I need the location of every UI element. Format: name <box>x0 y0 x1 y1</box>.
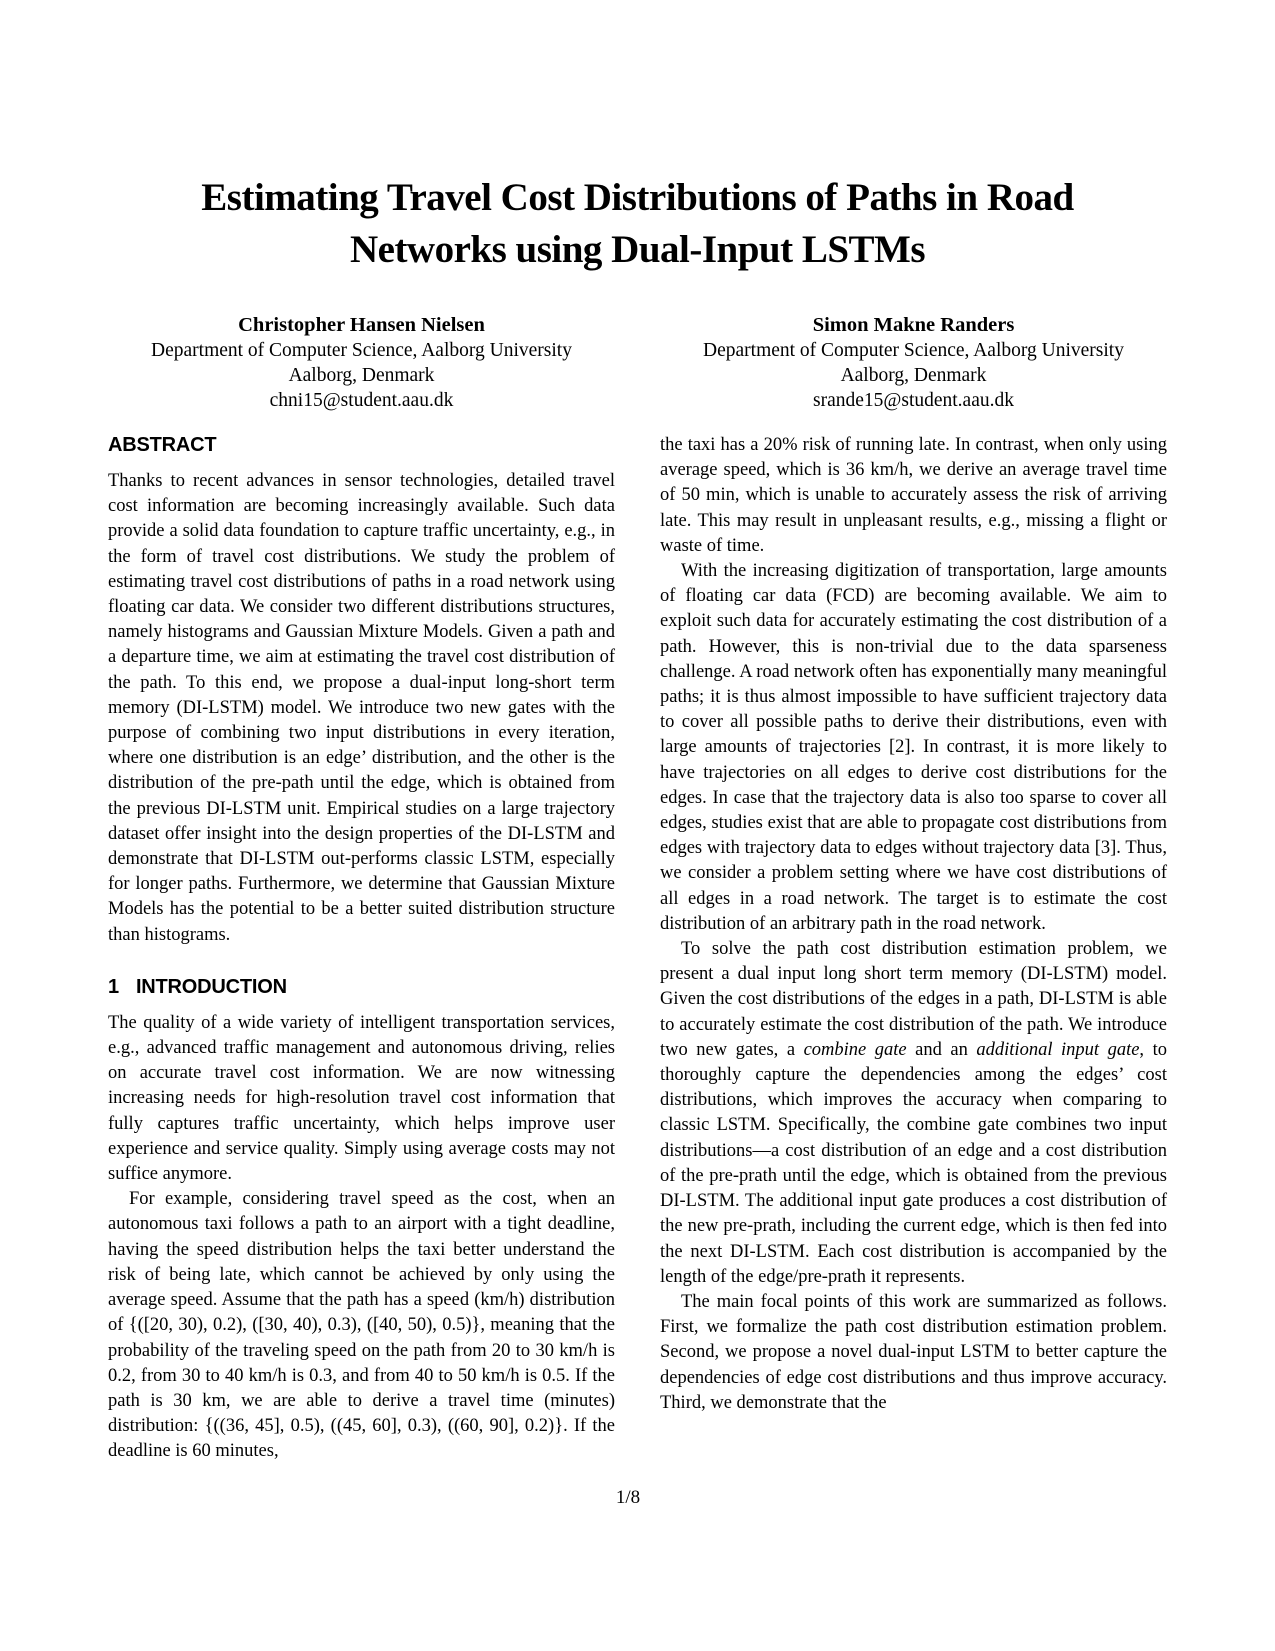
paper-title-line-1: Estimating Travel Cost Distributions of Paths in Road <box>201 176 1074 219</box>
author-email: chni15@student.aau.dk <box>269 390 454 411</box>
paragraph: Thanks to recent advances in sensor technologies, detailed travel cost information are becoming increasingly available. Such data provide a solid data foundation to capture traffic uncertainty, e.g., in the form of travel cost distributions. We study the problem of estimating travel cost distributions of paths in a road network using floating car data. We consider two different distributions structures, namely histograms and Gaussian Mixture Models. Given a path and a departure time, we aim at estimating the travel cost distribution of the path. To this end, we propose a dual-input long-short term memory (DI-LSTM) model. We introduce two new gates with the purpose of combining two input distributions in every iteration, where one distribution is an edge’ distribution, and the other is the distribution of the pre-path until the edge, which is obtained from the previous DI-LSTM unit. Empirical studies on a large trajectory dataset offer insight into the design properties of the DI-LSTM and demonstrate that DI-LSTM out-performs classic LSTM, especially for longer paths. Furthermore, we determine that Gaussian Mixture Models has the potential to be a better suited distribution structure than histograms. <box>108 471 615 945</box>
author-email: srande15@student.aau.dk <box>813 390 1014 411</box>
section-title: ABSTRACT <box>108 434 217 456</box>
author-name: Christopher Hansen Nielsen <box>238 314 485 336</box>
paragraph: The quality of a wide variety of intelligent transportation services, e.g., advanced traffic management and autonomous driving, relies on accurate travel cost information. We are now witnessing increasing needs for high-resolution travel cost information that fully captures traffic uncertainty, which helps improve user experience and service quality. Simply using average costs may not suffice anymore. <box>108 1012 615 1185</box>
author-department: Department of Computer Science, Aalborg University <box>151 340 572 361</box>
paragraph: The main focal points of this work are summarized as follows. First, we formalize the path cost distribution estimation problem. Second, we propose a novel dual-input LSTM to better capture the dependencies of edge cost distributions and thus improve accuracy. Third, we demonstrate that the <box>660 1291 1167 1413</box>
paper-title-line-2: Networks using Dual-Input LSTMs <box>349 228 926 271</box>
section-number: 1 <box>108 975 119 998</box>
paper-title <box>0 172 1275 276</box>
paragraph: For example, considering travel speed as the cost, when an autonomous taxi follows a path to an airport with a tight deadline, having the speed distribution helps the taxi better understand the risk of being late, which cannot be achieved by only using the average speed. Assume that the path has a speed (km/h) distribution of {([20, 30), 0.2), ([30, 40), 0.3), ([40, 50), 0.5)}, meaning that the probability of the traveling speed on the path from 20 to 30 km/h is 0.2, from 30 to 40 km/h is 0.3, and from 40 to 50 km/h is 0.5. If the path is 30 km, we are able to derive a travel time (minutes) distribution: {((36, 45], 0.5), ((45, 60], 0.3), ((60, 90], 0.2)}. If the deadline is 60 minutes, <box>108 1189 615 1462</box>
author-department: Department of Computer Science, Aalborg University <box>703 340 1124 361</box>
page-number: 1/8 <box>615 1487 641 1508</box>
author-block-1 <box>108 313 615 413</box>
section-heading <box>108 975 615 1000</box>
paragraph: To solve the path cost distribution estimation problem, we present a dual input long short term memory (DI-LSTM) model. Given the cost distributions of the edges in a path, DI-LSTM is able to accurately estimate the cost distribution of the path. We introduce two new gates, a combine gate and an additional input gate, to thoroughly capture the dependencies among the edges’ cost distributions, which improves the accuracy when comparing to classic LSTM. Specifically, the combine gate combines two input distributions—a cost distribution of an edge and a cost distribution of the pre-prath until the edge, which is obtained from the previous DI-LSTM. The additional input gate produces a cost distribution of the new pre-prath, including the current edge, which is then fed into the next DI-LSTM. Each cost distribution is accompanied by the length of the edge/pre-prath it represents. <box>660 939 1167 1287</box>
right-column <box>660 433 1167 1416</box>
author-name: Simon Makne Randers <box>812 314 1015 336</box>
author-city: Aalborg, Denmark <box>288 365 435 386</box>
author-city: Aalborg, Denmark <box>840 365 987 386</box>
author-block-2 <box>660 313 1167 413</box>
section-title: INTRODUCTION <box>135 975 287 998</box>
paragraph: the taxi has a 20% risk of running late. In contrast, when only using average speed, which is 36 km/h, we derive an average travel time of 50 min, which is unable to accurately assess the risk of arriving late. This may result in unpleasant results, e.g., missing a flight or waste of time. <box>660 435 1167 556</box>
paragraph: With the increasing digitization of transportation, large amounts of floating car data (FCD) are becoming available. We aim to exploit such data for accurately estimating the cost distribution of a path. However, this is non-trivial due to the data sparseness challenge. A road network often has exponentially many meaningful paths; it is thus almost impossible to have sufficient trajectory data to cover all possible paths to derive their distributions, even with large amounts of trajectories [2]. In contrast, it is more likely to have trajectories on all edges to derive cost distributions for the edges. In case that the trajectory data is also too sparse to cover all edges, studies exist that are able to propagate cost distributions from edges with trajectory data to edges without trajectory data [3]. Thus, we consider a problem setting where we have cost distributions of all edges in a road network. The target is to estimate the cost distribution of an arbitrary path in the road network. <box>660 561 1167 934</box>
section-heading <box>108 433 615 458</box>
left-column <box>108 433 615 1465</box>
